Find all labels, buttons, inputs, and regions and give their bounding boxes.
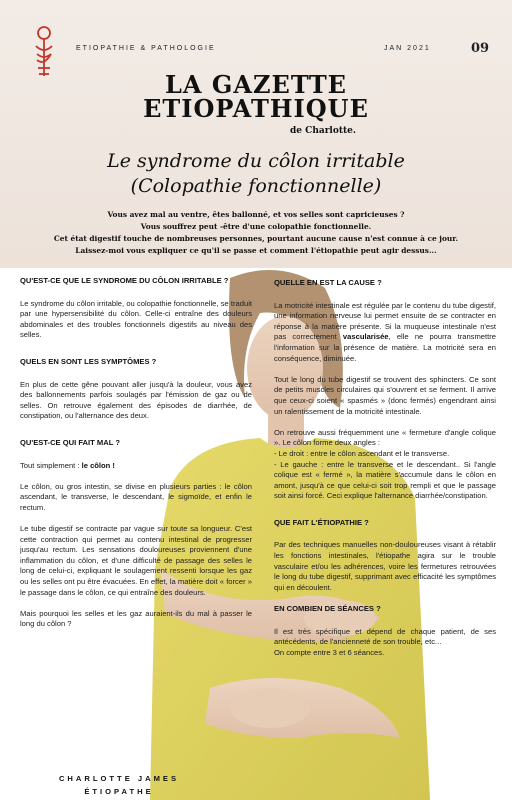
intro-paragraph — [20, 209, 492, 257]
intro-line: Vous avez mal au ventre, êtes ballonné, et vos selles sont capricieuses ? — [107, 210, 405, 219]
answer-text: Tout le long du tube digestif se trouvent des sphincters. Ce sont de petits muscles circulaires qui s'ouvrent et se ferment. Il arrive que ceux-ci soient « spasmés » (donc fermés) engendrant ainsi un ralentissement de la motricité intestinale. — [274, 374, 496, 416]
answer-list-item: - Le gauche : entre le transverse et le descendant.. Si l'angle colique est « fermé », la matière s'accumule dans le côlon en amont, jusqu'à ce que celui-ci soit trop rempli et que le passage soit ainsi forcé. Ceci explique l'alternance diarrhée/constipation. — [274, 459, 496, 501]
question-heading: QUELLE EN EST LA CAUSE ? — [274, 278, 382, 287]
intro-line: Vous souffrez peut -être d'une colopathie fonctionnelle. — [140, 222, 372, 231]
article-title: Le syndrome du côlon irritable — [107, 150, 405, 172]
issue-date: JAN 2021 — [384, 45, 431, 52]
author-role: ÉTIOPATHE — [84, 787, 154, 796]
question-heading: EN COMBIEN DE SÉANCES ? — [274, 604, 381, 614]
question-heading: QUE FAIT L'ÉTIOPATHIE ? — [274, 517, 369, 527]
gazette-title-line-1: LA GAZETTE — [165, 70, 347, 99]
answer-emphasis: vascularisée — [342, 332, 389, 342]
answer-part: , elle ne pourra transmettre l'information sur la présence de matière. La motricité sera en conséquence, diminuée. — [274, 332, 496, 363]
answer-text: On compte entre 3 et 6 séances. — [274, 647, 385, 657]
answer-text: Le côlon, ou gros intestin, se divise en plusieurs parties : le côlon ascendant, le transverse, le descendant, le sigmoïde, et enfin le rectum. — [20, 481, 252, 512]
question-heading: QU'EST-CE QUI FAIT MAL ? — [20, 437, 120, 447]
section-label: ETIOPATHIE & PATHOLOGIE — [76, 45, 216, 52]
gazette-title-line-2: ETIOPATHIQUE — [143, 94, 369, 123]
article-subtitle: (Colopathie fonctionnelle) — [130, 175, 382, 197]
question-heading: QU'EST-CE QUE LE SYNDROME DU CÔLON IRRITABLE ? — [20, 276, 229, 285]
author-name: CHARLOTTE JAMES — [58, 774, 180, 783]
right-column — [274, 278, 496, 669]
issue-number: 09 — [471, 41, 490, 56]
answer-text: En plus de cette gêne pouvant aller jusqu'à la douleur, vous avez des ballonnements parfois soulagés par l'émission de gaz ou de selles. On retrouve également des épisodes de diarrhée, de constipation, ou l'alternance des deux. — [20, 379, 252, 421]
answer-text: Mais pourquoi les selles et les gaz auraient-ils du mal à passer le long du côlon ? — [20, 608, 252, 629]
answer-text: Le tube digestif se contracte par vague sur toute sa longueur. C'est cette contraction qui permet au contenu intestinal de progresser jusqu'au rectum. Les sensations douloureuses proviennent d'une inflammation du côlon, et d'une difficulté de passage des selles le long de celui-ci, expliquant le soulagement ressenti lorsque les gaz ou les selles ont pu être évacuées. En effet, la matière doit « forcer » le passage dans le côlon, ce qui entraîne des douleurs. — [20, 524, 252, 597]
answer-emphasis: le côlon ! — [81, 460, 115, 470]
answer-text — [20, 461, 252, 472]
answer-text — [274, 301, 496, 365]
answer-text: Il est très spécifique et dépend de chaque patient, de ses antécédents, de l'ancienneté de son trouble, etc... — [274, 626, 496, 647]
answer-text: Par des techniques manuelles non-douloureuses visant à rétablir les fonctions intestinales, l'étiopathe agira sur le trouble vasculaire et/ou les adhérences, voire les fermetures retrouvées le long du tube digestif, supprimant avec efficacité les symptômes qui en découlent. — [274, 540, 496, 592]
answer-part: La motricité intestinale est régulée par le contenu du tube digestif, une information nerveuse lui permet ensuite de se contracter en réponse à la matière présente. Si la muqueuse intestinale n'est pas correctement — [274, 300, 496, 342]
answer-prefix: Tout simplement : — [20, 460, 82, 470]
intro-line: Laissez-moi vous expliquer ce qu'il se passe et comment l'étiopathie peut agir dessus... — [75, 246, 437, 255]
intro-line: Cet état digestif touche de nombreuses personnes, pourtant aucune cause n'est connue à ce jour. — [53, 234, 459, 243]
answer-text: Le syndrome du côlon irritable, ou colopathie fonctionnelle, se traduit par une hypersensibilité du côlon. Celle-ci entraîne des douleurs abdominales et des troubles fonctionnels digestifs au niveau des selles. — [20, 298, 252, 340]
answer-list-item: - Le droit : entre le côlon ascendant et le transverse. — [274, 448, 450, 458]
answer-text: On retrouve aussi fréquemment une « fermeture d'angle colique ». Le côlon forme deux angles : — [274, 427, 496, 448]
left-column — [20, 276, 252, 641]
byline: de Charlotte. — [290, 126, 357, 136]
question-heading: QUELS EN SONT LES SYMPTÔMES ? — [20, 356, 157, 366]
